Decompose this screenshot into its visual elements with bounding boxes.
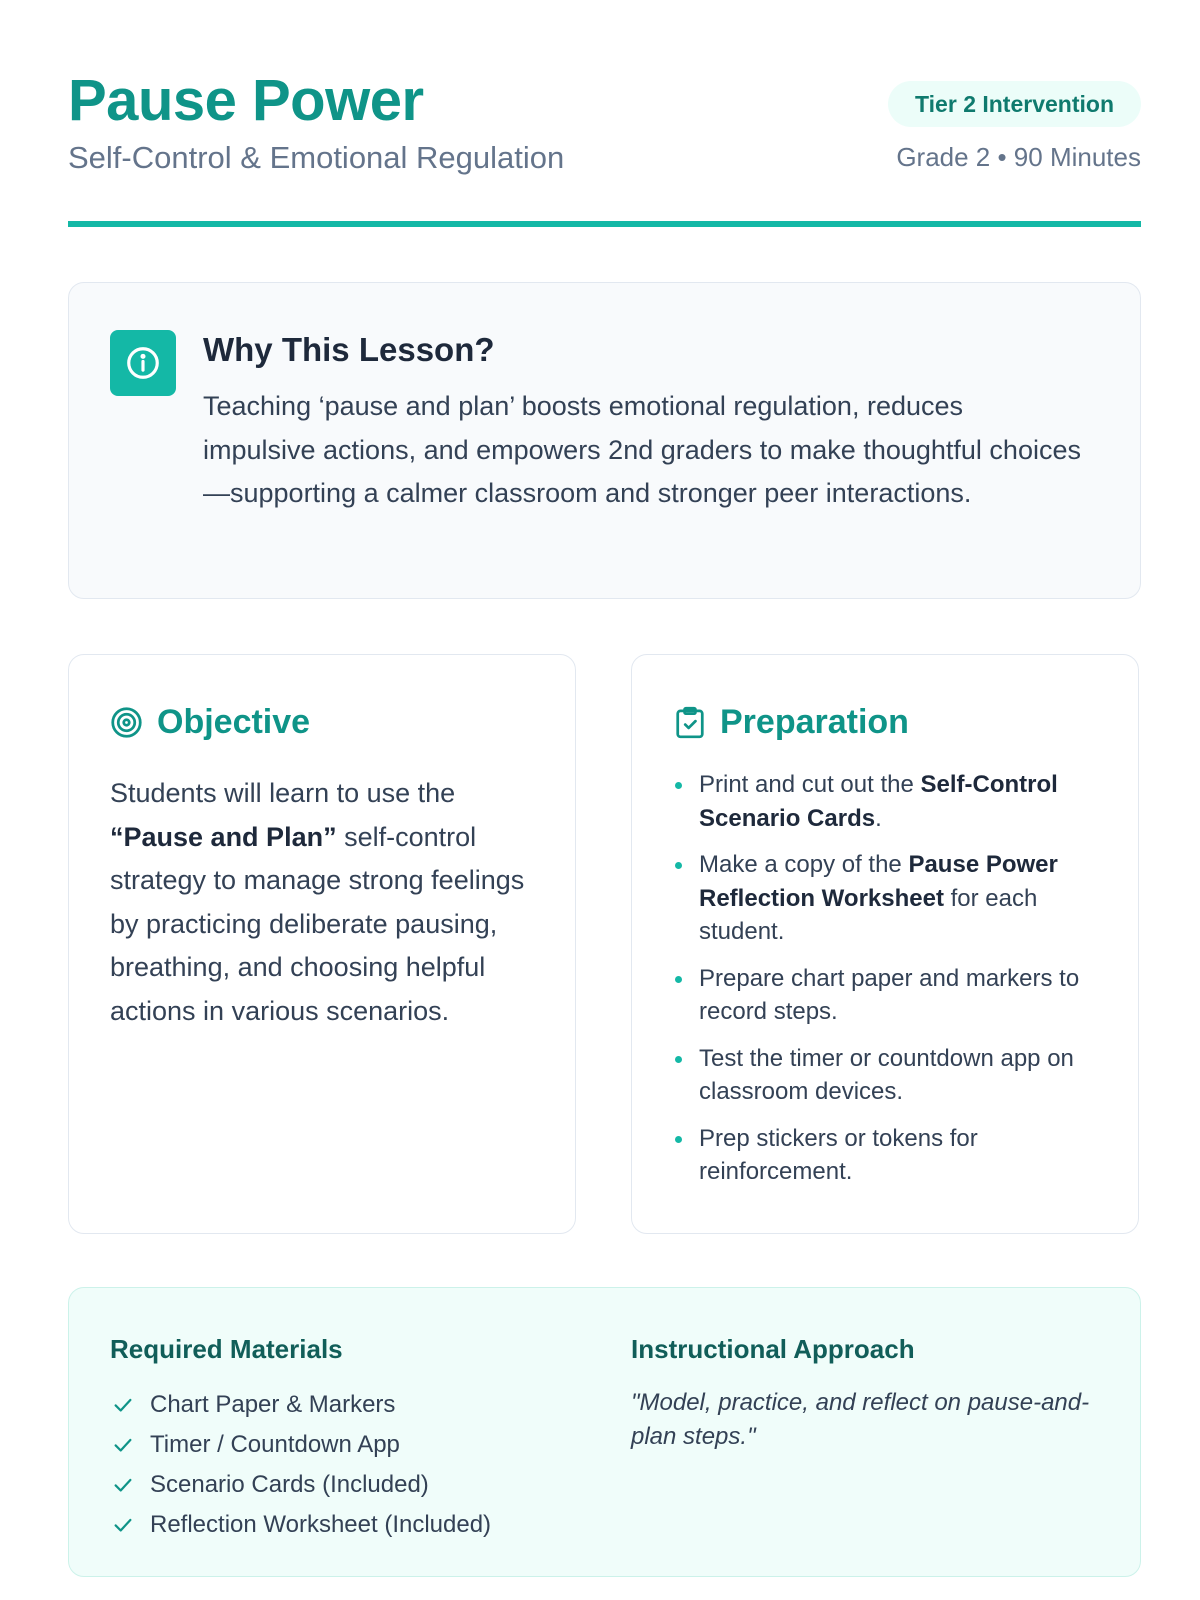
list-item: Make a copy of the Pause Power Reflection Worksheet for each student. (673, 848, 1113, 949)
page-subtitle: Self-Control & Emotional Regulation (68, 140, 565, 175)
approach-title: Instructional Approach (631, 1334, 915, 1364)
list-item: Reflection Worksheet (Included) (110, 1505, 491, 1545)
materials-title: Required Materials (110, 1334, 343, 1364)
preparation-list (673, 768, 1113, 1202)
target-icon (110, 706, 143, 739)
why-title: Why This Lesson? (203, 331, 495, 368)
approach-quote: "Model, practice, and reflect on pause-and-plan steps." (631, 1389, 1090, 1450)
objective-card (68, 654, 576, 1234)
list-item: Timer / Countdown App (110, 1425, 491, 1465)
preparation-title: Preparation (720, 703, 909, 741)
why-this-lesson-card (68, 282, 1141, 599)
check-icon (110, 1432, 136, 1458)
why-text: Teaching ‘pause and plan’ boosts emotional regulation, reduces impulsive actions, and empowers 2nd graders to make thoughtful choices—supporting a calmer classroom and stronger peer interactions. (203, 391, 1081, 508)
objective-text: Students will learn to use the “Pause and Plan” self-control strategy to manage strong feelings by practicing deliberate pausing, breathing, and choosing helpful actions in various scenarios. (110, 778, 525, 1026)
materials-approach-panel (68, 1287, 1141, 1577)
list-item: Chart Paper & Markers (110, 1385, 491, 1425)
objective-title: Objective (157, 703, 311, 741)
info-icon (110, 330, 176, 396)
list-item: Prepare chart paper and markers to record steps. (673, 962, 1113, 1029)
header-divider (68, 221, 1141, 227)
preparation-header (673, 700, 909, 744)
objective-header (110, 700, 310, 744)
materials-list (110, 1385, 491, 1545)
preparation-card (631, 654, 1139, 1234)
check-icon (110, 1472, 136, 1498)
page-title: Pause Power (68, 68, 424, 133)
clipboard-check-icon (673, 706, 706, 739)
header-meta-group (888, 81, 1141, 173)
check-icon (110, 1392, 136, 1418)
list-item: Prep stickers or tokens for reinforcement. (673, 1122, 1113, 1189)
lesson-header (68, 66, 1141, 178)
tier-badge: Tier 2 Intervention (888, 81, 1141, 127)
grade-duration: Grade 2 • 90 Minutes (896, 142, 1141, 172)
list-item: Print and cut out the Self-Control Scenario Cards. (673, 768, 1113, 835)
list-item: Scenario Cards (Included) (110, 1465, 491, 1505)
list-item: Test the timer or countdown app on classroom devices. (673, 1042, 1113, 1109)
check-icon (110, 1512, 136, 1538)
strategy-name: “Pause and Plan” (110, 821, 337, 852)
